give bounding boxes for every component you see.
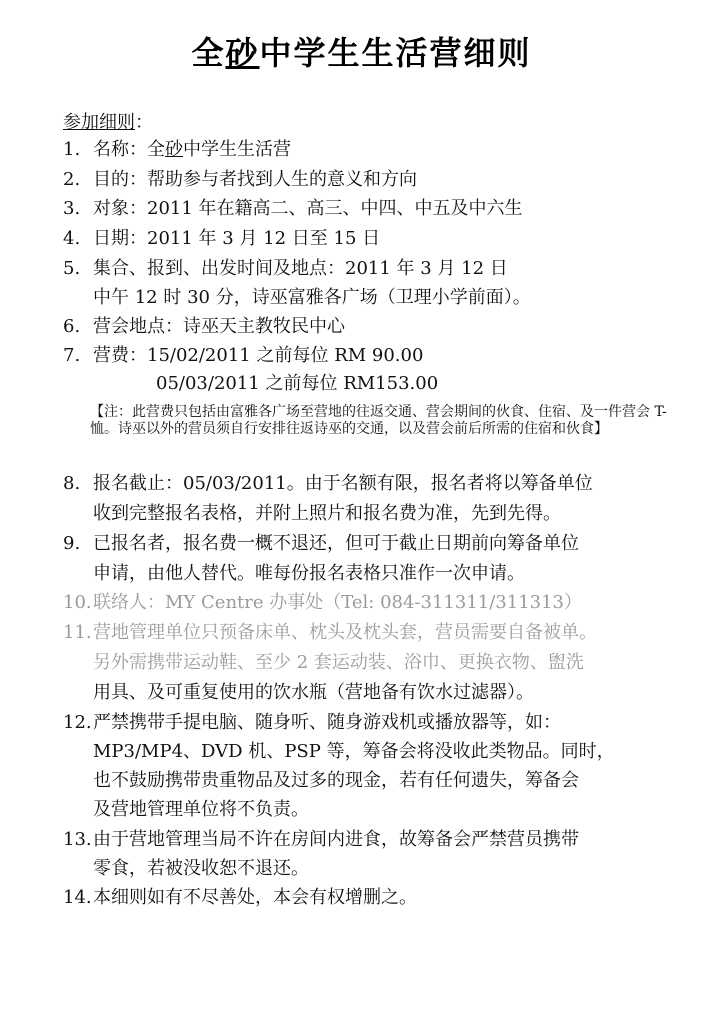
rule-item-12: 12.严禁携带手提电脑、随身听、随身游戏机或播放器等，如： — [63, 712, 561, 733]
rule-item-6: 6. 营会地点：诗巫天主教牧民中心 — [63, 316, 345, 337]
rule-item-5-continuation: 中午 12 时 30 分，诗巫富雅各广场（卫理小学前面）。 — [93, 287, 531, 308]
page-title: 全砂中学生生活营细则 — [191, 34, 532, 72]
rule-item-12-continuation-3: 及营地管理单位将不负责。 — [93, 799, 309, 820]
rule-item-8-continuation: 收到完整报名表格，并附上照片和报名费为准，先到先得。 — [93, 503, 561, 524]
rule-item-11: 11.营地管理单位只预备床单、枕头及枕头套，营员需要自备被单。 — [63, 622, 597, 643]
section-heading: 参加细则： — [63, 112, 153, 133]
rule-item-1: 1. 名称：全砂中学生生活营 — [63, 139, 291, 160]
rule-item-13-continuation: 零食，若被没收恕不退还。 — [93, 858, 309, 879]
rule-item-7: 7. 营费：15/02/2011 之前每位 RM 90.00 — [63, 345, 424, 366]
rule-item-14: 14.本细则如有不尽善处，本会有权增删之。 — [63, 887, 417, 908]
rule-item-11-continuation: 另外需携带运动鞋、至少 2 套运动装、浴巾、更换衣物、盥洗 — [93, 652, 584, 673]
rule-item-12-continuation-2: 也不鼓励携带贵重物品及过多的现金，若有任何遗失，筹备会 — [93, 770, 579, 791]
rule-item-10: 10.联络人：MY Centre 办事处（Tel: 084-311311/311313） — [63, 592, 582, 613]
rule-item-11-continuation-2: 用具、及可重复使用的饮水瓶（营地备有饮水过滤器）。 — [93, 682, 534, 703]
rule-item-4: 4. 日期：2011 年 3 月 12 日至 15 日 — [63, 228, 381, 249]
rule-item-2: 2. 目的：帮助参与者找到人生的意义和方向 — [63, 169, 417, 190]
fee-note: 【注：此营费只包括由富雅各广场至营地的往返交通、营会期间的伙食、住宿、及一件营会 T-恤。诗巫以外的营员须自行安排往返诗巫的交通，以及营会前后所需的住宿和伙食】 — [90, 404, 667, 437]
rule-item-5: 5. 集合、报到、出发时间及地点：2011 年 3 月 12 日 — [63, 258, 508, 279]
rule-item-3: 3. 对象：2011 年在籍高二、高三、中四、中五及中六生 — [63, 198, 523, 219]
rule-item-9: 9. 已报名者，报名费一概不退还，但可于截止日期前向筹备单位 — [63, 533, 579, 554]
rule-item-9-continuation: 申请，由他人替代。唯每份报名表格只准作一次申请。 — [93, 563, 525, 584]
rule-item-13: 13.由于营地管理当局不许在房间内进食，故筹备会严禁营员携带 — [63, 829, 579, 850]
rule-item-8: 8. 报名截止：05/03/2011。由于名额有限，报名者将以筹备单位 — [63, 473, 593, 494]
rule-item-12-continuation: MP3/MP4、DVD 机、PSP 等，筹备会将没收此类物品。同时， — [93, 741, 615, 762]
rule-item-7-second-fee: 05/03/2011 之前每位 RM153.00 — [156, 373, 439, 394]
